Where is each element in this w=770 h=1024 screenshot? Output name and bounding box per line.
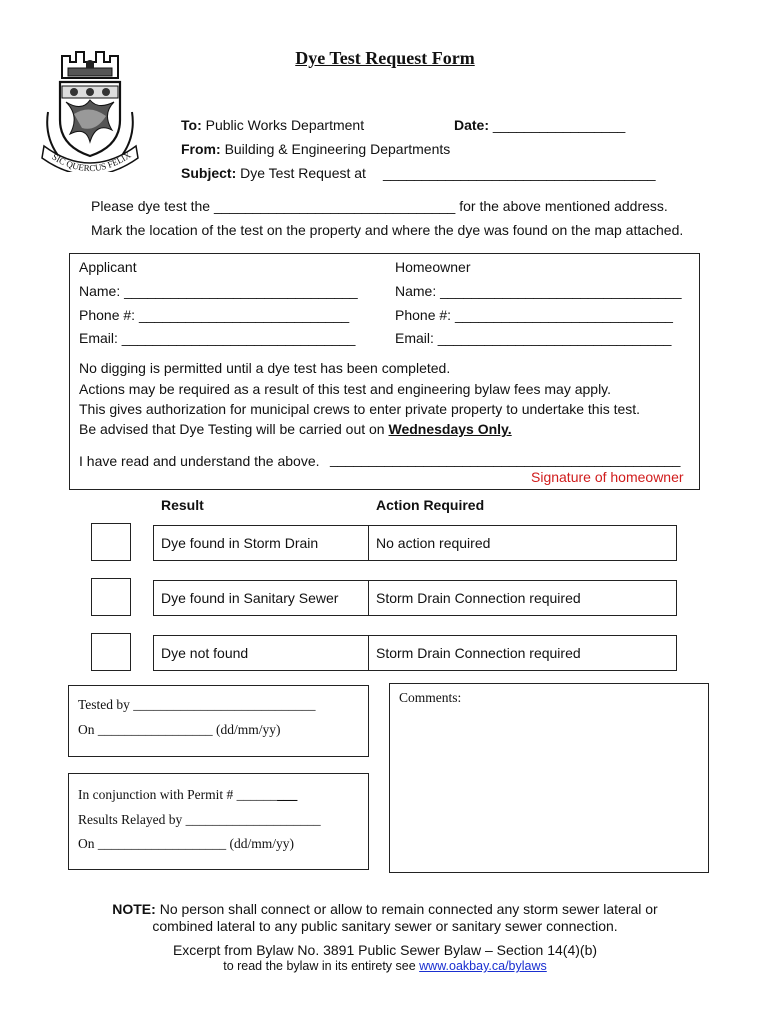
to-line: [181, 117, 364, 133]
permit-line: [78, 787, 297, 803]
from-value: Building & Engineering Departments: [224, 141, 451, 157]
notice-line-4-text: Be advised that Dye Testing will be carried out on: [79, 421, 389, 437]
notice-line-1: No digging is permitted until a dye test has been completed.: [79, 360, 451, 376]
action-header: Action Required: [376, 497, 485, 513]
bylaw-reference: [0, 959, 770, 973]
subject-line: [181, 165, 366, 181]
action-cell: No action required: [368, 525, 677, 561]
tested-on-field[interactable]: On _________________ (dd/mm/yy): [78, 722, 281, 737]
applicant-heading: Applicant: [79, 259, 137, 275]
instruction-line-2: Mark the location of the test on the property and where the dye was found on the map attached.: [91, 222, 684, 238]
comments-box[interactable]: [389, 683, 709, 873]
bylaw-link[interactable]: www.oakbay.ca/bylaws: [419, 959, 547, 973]
tested-by-field[interactable]: Tested by ___________________________: [78, 697, 316, 712]
wednesdays-only-emphasis: Wednesdays Only.: [388, 421, 512, 437]
page-title: Dye Test Request Form: [295, 48, 475, 68]
result-checkbox-not-found[interactable]: [91, 633, 131, 671]
notice-line-2: Actions may be required as a result of this test and engineering bylaw fees may apply.: [79, 381, 612, 397]
applicant-name-field[interactable]: Name: ______________________________: [79, 283, 358, 299]
date-field[interactable]: _________________: [492, 117, 626, 133]
signature-field[interactable]: _____________________________________________: [330, 451, 681, 467]
homeowner-email-field[interactable]: Email: ______________________________: [395, 330, 672, 346]
date-line: [454, 117, 625, 133]
note-text: No person shall connect or allow to remain connected any storm sewer lateral or: [155, 901, 658, 917]
homeowner-name-field[interactable]: Name: _______________________________: [395, 283, 682, 299]
to-value: Public Works Department: [205, 117, 365, 133]
acknowledgement-text: I have read and understand the above.: [79, 453, 320, 469]
bylaw-excerpt: Excerpt from Bylaw No. 3891 Public Sewer Bylaw – Section 14(4)(b): [172, 942, 598, 958]
homeowner-heading: Homeowner: [395, 259, 471, 275]
action-cell: Storm Drain Connection required: [368, 580, 677, 616]
result-cell: Dye found in Storm Drain: [153, 525, 369, 561]
homeowner-phone-field[interactable]: Phone #: ____________________________: [395, 307, 673, 323]
permit-number-field[interactable]: In conjunction with Permit # ______: [78, 787, 278, 802]
applicant-email-field[interactable]: Email: ______________________________: [79, 330, 356, 346]
to-label: To:: [181, 117, 202, 133]
signature-label: Signature of homeowner: [531, 469, 684, 485]
subject-address-field[interactable]: ___________________________________: [383, 165, 656, 181]
result-checkbox-storm-drain[interactable]: [91, 523, 131, 561]
bylaw-reference-text: to read the bylaw in its entirety see: [223, 959, 420, 973]
comments-label: Comments:: [399, 690, 462, 705]
from-line: [181, 141, 450, 157]
result-cell: Dye not found: [153, 635, 369, 671]
subject-value: Dye Test Request at: [240, 165, 366, 181]
results-relayed-field[interactable]: Results Relayed by ____________________: [78, 812, 321, 827]
result-header: Result: [161, 497, 204, 513]
subject-label: Subject:: [181, 165, 237, 181]
permit-number-underline: ___: [277, 787, 298, 802]
result-cell: Dye found in Sanitary Sewer: [153, 580, 369, 616]
instruction-line-1: Please dye test the _______________________________ for the above mentioned address.: [91, 198, 668, 214]
logo-motto: SIC QUERCUS FELIX: [50, 149, 133, 172]
notice-line-4: [79, 421, 512, 437]
result-checkbox-sanitary-sewer[interactable]: [91, 578, 131, 616]
note-line-2: combined lateral to any public sanitary sewer or sanitary sewer connection.: [152, 918, 618, 934]
note-line-1: [0, 901, 770, 917]
relayed-on-field[interactable]: On ___________________ (dd/mm/yy): [78, 836, 294, 851]
action-cell: Storm Drain Connection required: [368, 635, 677, 671]
tested-by-box: [68, 685, 369, 757]
notice-line-3: This gives authorization for municipal crews to enter private property to undertake this test.: [79, 401, 641, 417]
note-label: NOTE:: [112, 901, 156, 917]
date-label: Date:: [454, 117, 490, 133]
from-label: From:: [181, 141, 221, 157]
applicant-phone-field[interactable]: Phone #: ___________________________: [79, 307, 350, 323]
